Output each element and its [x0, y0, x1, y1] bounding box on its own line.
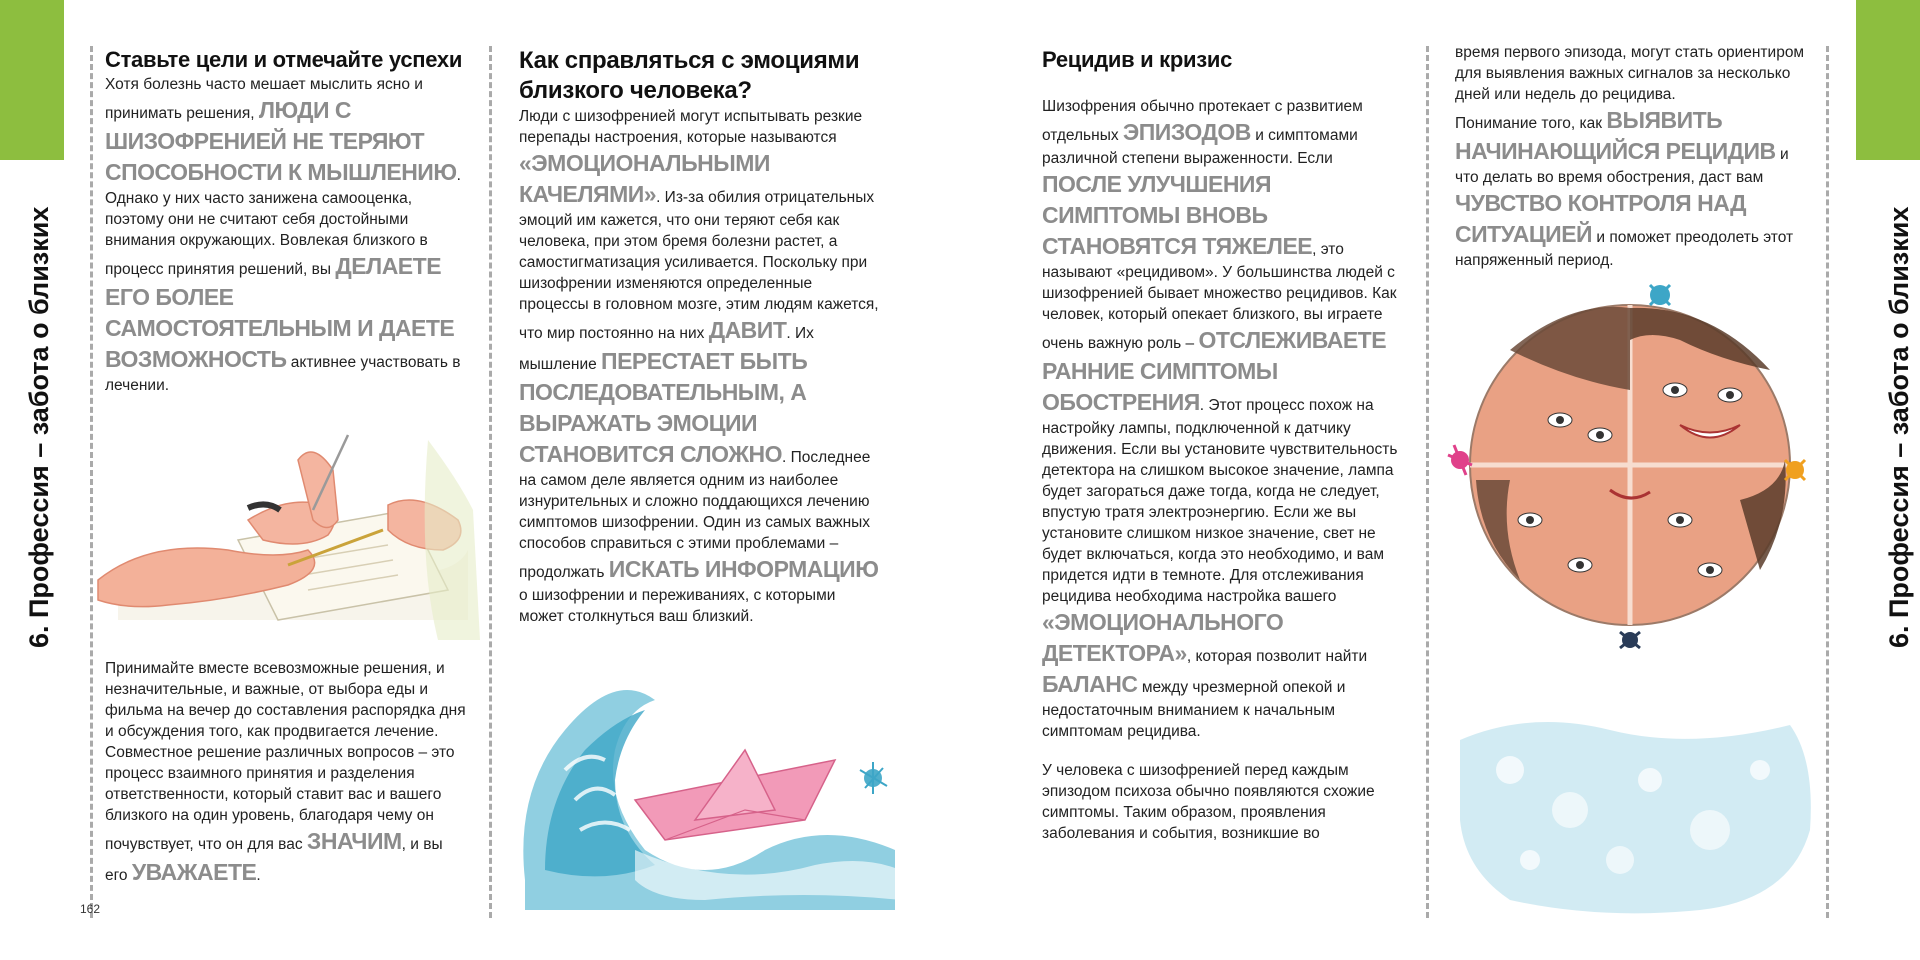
paragraph — [1042, 96, 1404, 742]
hands-signing-illustration — [88, 410, 480, 640]
text: активнее участвовать в лечении. — [105, 354, 461, 394]
chapter-title-right: 6. Профессия – забота о близких — [1884, 206, 1914, 648]
text: и что делать во время обострения, даст вам — [1455, 146, 1789, 186]
paragraph: У человека с шизофренией перед каждым эпизодом психоза обычно появляются схожие симптомы. Таким образом, проявления заболевания и события, возникшие во — [1042, 762, 1375, 842]
highlight-text: «ЭМОЦИОНАЛЬНОГО ДЕТЕКТОРА» — [1042, 609, 1284, 666]
paragraph — [1455, 105, 1810, 271]
heading-relapse: Рецидив и кризис — [1042, 47, 1233, 72]
text: Понимание того, как — [1455, 115, 1607, 132]
heading-goals: Ставьте цели и отмечайте успехи — [105, 47, 463, 72]
highlight-text: ВЫЯВИТЬ НАЧИНАЮЩИЙСЯ РЕЦИДИВ — [1455, 107, 1776, 164]
paragraph — [105, 658, 467, 888]
chapter-title-left: 6. Профессия – забота о близких — [24, 206, 54, 648]
dashed-divider — [1426, 46, 1429, 918]
heading-emotions: Как справляться с эмоциями близкого человека? — [519, 47, 860, 104]
text: . Последнее на самом деле является одним из наиболее изнурительных и сложно поддающихся лечению симптомов шизофрении. Один из самых важных способов справиться с этими проблемами – продолжать — [519, 449, 871, 581]
column-3 — [1042, 46, 1404, 844]
text: . — [256, 867, 261, 884]
text: и поможет преодолеть этот напряженный период. — [1455, 229, 1794, 269]
text: , это называют «рецидивом». У большинства людей с шизофренией бывает множество рецидивов. Как человек, который опекает близкого, вы играете очень важную роль – — [1042, 241, 1397, 352]
text: . Из-за обилия отрицательных эмоций им кажется, что они теряют себя как человека, при этом бремя болезни растет, а самостигматизация усиливается. Поскольку при шизофрении изменяются определенные процессы в головном мозге, этим людям кажется, что мир постоянно на них — [519, 189, 879, 342]
highlight-text: ОТСЛЕЖИВАЕТЕ РАННИЕ СИМПТОМЫ ОБОСТРЕНИЯ — [1042, 327, 1387, 415]
text: Хотя болезнь часто мешает мыслить ясно и принимать решения, — [105, 76, 423, 122]
text: . Их мышление — [519, 325, 814, 373]
text: Шизофрения обычно протекает с развитием отдельных — [1042, 98, 1363, 144]
dashed-divider — [489, 46, 492, 918]
highlight-text: ЗНАЧИМ — [306, 828, 402, 854]
paragraph: время первого эпизода, могут стать ориентиром для выявления важных сигналов за несколько дней или недель до рецидива. — [1455, 44, 1805, 103]
text: , и вы его — [105, 836, 443, 884]
highlight-text: ЛЮДИ С ШИЗОФРЕНИЕЙ НЕ ТЕРЯЮТ СПОСОБНОСТИ К МЫШЛЕНИЮ — [105, 97, 457, 185]
column-1 — [105, 46, 467, 396]
wave-paper-boat-illustration — [505, 650, 905, 920]
highlight-text: УВАЖАЕТЕ — [131, 859, 257, 885]
highlight-text: ДЕЛАЕТЕ ЕГО БОЛЕЕ САМОСТОЯТЕЛЬНЫМ И ДАЕТЕ ВОЗМОЖНОСТЬ — [105, 253, 455, 372]
paragraph — [105, 74, 467, 396]
page-number: 162 — [80, 902, 101, 916]
highlight-text: ПОСЛЕ УЛУЧШЕНИЯ СИМПТОМЫ ВНОВЬ СТАНОВЯТСЯ ТЯЖЕЛЕЕ — [1042, 171, 1313, 259]
text: Люди с шизофренией могут испытывать резкие перепады настроения, которые называются — [519, 108, 863, 146]
text: Принимайте вместе всевозможные решения, и незначительные, и важные, от выбора еды и фильма на вечер до составления распорядка дня и обсуждения того, как продвигается лечение. Совместное решение различных вопросов – это процесс взаимного принятия и разделения ответственности, который ставит вас и вашего близкого на один уровень, благодаря чему он почувствует, что он для вас — [105, 660, 466, 853]
highlight-text: ЧУВСТВО КОНТРОЛЯ НАД СИТУАЦИЕЙ — [1455, 190, 1747, 247]
highlight-text: БАЛАНС — [1042, 671, 1138, 697]
highlight-text: ДАВИТ — [708, 317, 787, 343]
highlight-text: ЭПИЗОДОВ — [1122, 119, 1251, 145]
green-chapter-tab-right — [1856, 0, 1920, 160]
highlight-text: «ЭМОЦИОНАЛЬНЫМИ КАЧЕЛЯМИ» — [519, 150, 770, 207]
faces-circle-illustration — [1440, 280, 1820, 660]
highlight-text: ИСКАТЬ ИНФОРМАЦИЮ — [608, 556, 879, 582]
text: . Однако у них часто занижена самооценка, поэтому они не считают себя достойными внимания окружающих. Вовлекая близкого в процесс принятия решений, вы — [105, 167, 461, 278]
text: , которая позволит найти — [1186, 648, 1368, 665]
column-4 — [1455, 42, 1810, 271]
column-2 — [519, 46, 881, 627]
green-chapter-tab-left — [0, 0, 64, 160]
paragraph — [519, 106, 881, 627]
dashed-divider — [1826, 46, 1829, 918]
text: и симптомами различной степени выраженности. Если — [1042, 127, 1358, 167]
text: . Этот процесс похож на настройку лампы, подключенной к датчику движения. Если вы установите чувствительность детектора на слишком высокое значение, лампа будет загораться даже тогда, когда не следует, впустую тратя электроэнергию. Если же вы установите слишком низкое значение, свет не будет включаться, когда это необходимо, и вам придется идти в темноте. Для отслеживания рецидива необходима настройка вашего — [1042, 397, 1398, 605]
watercolor-splash-illustration — [1450, 700, 1820, 920]
highlight-text: ПЕРЕСТАЕТ БЫТЬ ПОСЛЕДОВАТЕЛЬНЫМ, А ВЫРАЖАТЬ ЭМОЦИИ СТАНОВИТСЯ СЛОЖНО — [519, 348, 808, 467]
text: о шизофрении и переживаниях, с которыми может столкнуться ваш близкий. — [519, 587, 836, 625]
text: между чрезмерной опекой и недостаточным вниманием к начальным симптомам рецидива. — [1042, 679, 1346, 740]
column-1-bottom — [105, 658, 467, 888]
